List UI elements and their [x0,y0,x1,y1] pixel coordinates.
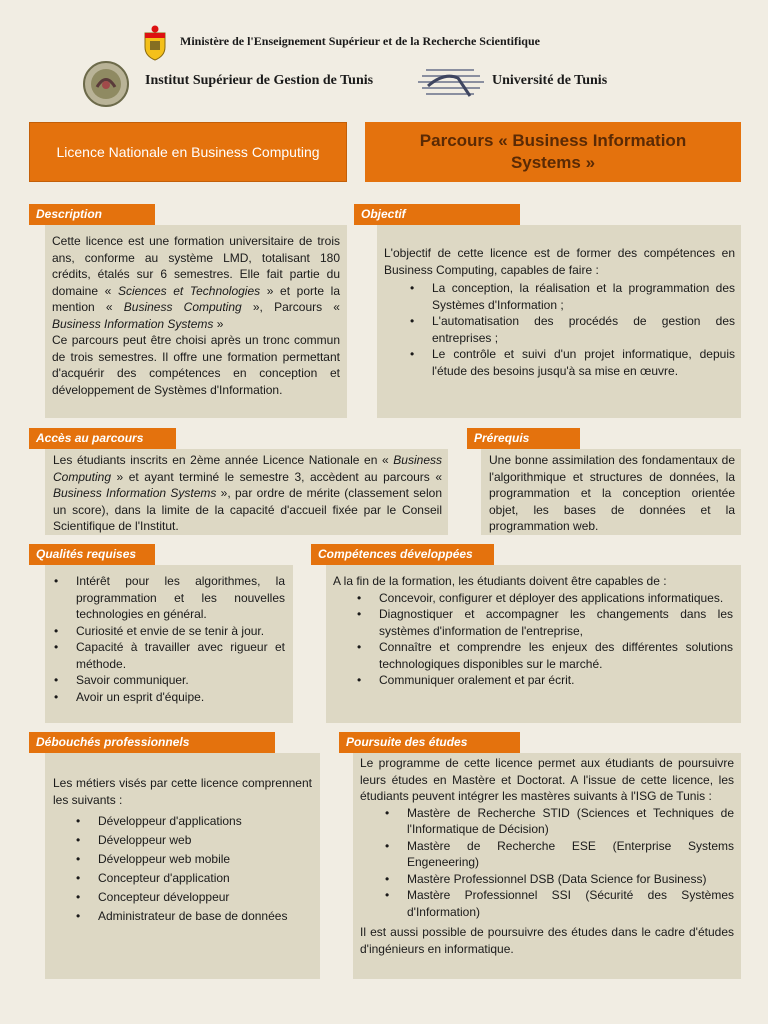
debouches-item: • Administrateur de base de données [98,907,312,926]
debouches-item: • Concepteur développeur [98,888,312,907]
objectif-box [377,225,741,418]
debouches-heading: Débouchés professionnels [29,732,275,753]
debouches-intro: Les métiers visés par cette licence comprennent les suivants : [53,776,312,807]
objectif-heading: Objectif [354,204,520,225]
university-logo [414,66,486,100]
poursuite-item: • Mastère de Recherche ESE (Enterprise Systems Engeneering) [407,838,734,871]
ministry-title: Ministère de l'Enseignement Supérieur et de la Recherche Scientifique [180,34,540,48]
acces-heading: Accès au parcours [29,428,176,449]
objectif-item: • Le contrôle et suivi d'un projet informatique, depuis l'étude des besoins jusqu'à sa mise en œuvre. [432,346,735,379]
poursuite-box [353,753,741,979]
qualites-item: • Curiosité et envie de se tenir à jour. [76,623,285,640]
poursuite-item: • Mastère Professionnel SSI (Sécurité des Systèmes d'Information) [407,887,734,920]
objectif-intro: L'objectif de cette licence est de former des compétences en Business Computing, capables de faire : [384,246,735,277]
competences-box [326,565,741,723]
competences-item: • Diagnostiquer et accompagner les changements dans les systèmes d'information de l'entreprise, [379,606,733,639]
poursuite-outro: Il est aussi possible de poursuivre des études dans le cadre d'études d'ingénieurs en informatique. [360,925,734,956]
competences-item: • Communiquer oralement et par écrit. [379,672,733,689]
acces-text: Les étudiants inscrits en 2ème année Licence Nationale en « Business Computing » et ayant terminé le semestre 3, accèdent au parcours « Business Information Systems », par ordre de mérite (classement selon un score), dans la limite de la capacité d'accueil fixée par le Conseil Scientifique de l'Institut. [53,453,442,533]
qualites-item: • Intérêt pour les algorithmes, la programmation et les nouvelles technologies en général. [76,573,285,623]
poursuite-heading: Poursuite des études [339,732,520,753]
competences-item: • Connaître et comprendre les enjeux des différentes solutions technologiques disponibles sur le marché. [379,639,733,672]
debouches-item: • Développeur d'applications [98,812,312,831]
licence-banner: Licence Nationale en Business Computing [29,122,347,182]
acces-box [45,449,448,535]
prerequis-text: Une bonne assimilation des fondamentaux de l'algorithmique et structures de données, la programmation et la conception orientée objet, les bases de données et la programmation web. [489,453,735,533]
debouches-item: • Développeur web mobile [98,850,312,869]
poursuite-intro: Le programme de cette licence permet aux étudiants de poursuivre leurs études en Mastère et Doctorat. A l'issue de cette licence, les étudiants peuvent intégrer les mastères suivants à l'ISG de Tunis : [360,756,734,803]
competences-item: • Concevoir, configurer et déployer des applications informatiques. [379,590,733,607]
objectif-item: • La conception, la réalisation et la programmation des Systèmes d'Information ; [432,280,735,313]
qualites-item: • Capacité à travailler avec rigueur et méthode. [76,639,285,672]
qualites-item: • Avoir un esprit d'équipe. [76,689,285,706]
description-paragraph-2: Ce parcours peut être choisi après un tronc commun de trois semestres. Il offre une formation permettant d'acquérir des compétences en conception et développement de Systèmes d'Information. [52,333,340,397]
university-name: Université de Tunis [492,73,608,88]
qualites-item: • Savoir communiquer. [76,672,285,689]
tunisia-emblem-logo [142,25,168,61]
qualites-box [45,565,293,723]
description-box [45,225,347,418]
parcours-banner: Parcours « Business Information Systems » [365,122,741,182]
description-paragraph-1: Cette licence est une formation universitaire de trois ans, conforme au système LMD, totalisant 180 crédits, étalés sur 6 semestres. Elle fait partie du domaine « Sciences et Technologies » et porte la mention « Business Computing », Parcours « Business Information Systems » [52,234,340,331]
competences-intro: A la fin de la formation, les étudiants doivent être capables de : [333,574,667,588]
qualites-heading: Qualités requises [29,544,155,565]
prerequis-box [481,449,741,535]
institute-name: Institut Supérieur de Gestion de Tunis [145,73,374,88]
objectif-item: • L'automatisation des procédés de gestion des entreprises ; [432,313,735,346]
isg-logo [82,60,130,108]
competences-heading: Compétences développées [311,544,494,565]
debouches-item: • Concepteur d'application [98,869,312,888]
description-heading: Description [29,204,155,225]
poursuite-item: • Mastère de Recherche STID (Sciences et Techniques de l'Informatique de Décision) [407,805,734,838]
debouches-item: • Développeur web [98,831,312,850]
debouches-box [45,753,320,979]
poursuite-item: • Mastère Professionnel DSB (Data Science for Business) [407,871,734,888]
prerequis-heading: Prérequis [467,428,580,449]
